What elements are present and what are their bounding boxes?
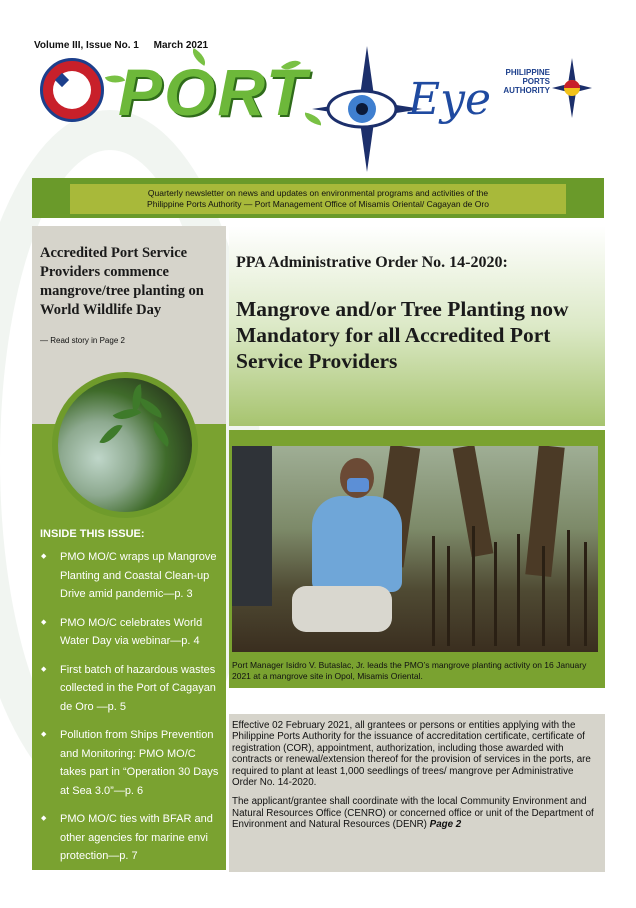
page-reference: Page 2 [429, 819, 462, 831]
toc-item: ◆ First batch of hazardous wastes collected in the Port of Cagayan de Oro —p. 5 [36, 661, 224, 717]
mangrove-seedling-photo [52, 372, 198, 518]
article-paragraph [232, 796, 600, 830]
ppa-compass-logo [552, 58, 592, 118]
article-headline: Mangrove and/or Tree Planting now Mandatory for all Accredited Port Service Providers [236, 297, 569, 373]
tagline-line1: Quarterly newsletter on news and updates on environmental programs and activities of the [147, 188, 489, 198]
sidebar-headline: Accredited Port Service Providers commence mangrove/tree planting on World Wildlife Day [40, 245, 204, 318]
toc-item: ◆ PMO MO/C celebrates World Water Day via webinar—p. 4 [36, 614, 224, 651]
issue-date: March 2021 [153, 40, 209, 51]
ppa-logo-text: PHILIPPINE PORTS AUTHORITY [503, 68, 550, 95]
article-paragraph-text: The applicant/grantee shall coordinate with the local Community Environment and Natural Resources Office (CENRO) or concerned office or unit of the Department of Environment and Natural Resources (DENR) [232, 796, 594, 831]
compass-eye-logo [312, 46, 422, 172]
tagline-line2: Philippine Ports Authority — Port Management Office of Misamis Oriental/ Cagayan de Oro [147, 199, 489, 209]
sidebar-read-more: — Read story in Page 2 [40, 336, 125, 345]
article-kicker: PPA Administrative Order No. 14-2020: [236, 254, 508, 271]
tagline [70, 184, 566, 214]
masthead-title-port: PORT [118, 55, 309, 129]
inside-this-issue-title: INSIDE THIS ISSUE: [40, 528, 145, 540]
toc-item: ◆ PMO MO/C wraps up Mangrove Planting and Coastal Clean-up Drive amid pandemic—p. 3 [36, 548, 224, 604]
mangrove-planting-photo [232, 446, 598, 652]
article-paragraph: Effective 02 February 2021, all grantees or persons or entities applying with the Philippine Ports Authority for the issuance of accreditation certificate, certificate of registration (COR), appointment, authorization, including those awarded with contracts or renewal/extension thereof for the provision of services in the ports, are required to plant at least 1,000 seedlings of trees/ mangrove per Administrative Order No. 14-2020. [232, 720, 591, 789]
toc-list [36, 548, 224, 876]
article-body [232, 720, 600, 839]
toc-item: ◆ Pollution from Ships Prevention and Monitoring: PMO MO/C takes part in “Operation 30 Days at Sea 3.0”—p. 6 [36, 726, 224, 800]
masthead-title-eye: Eye [408, 74, 492, 125]
photo-caption: Port Manager Isidro V. Butaslac, Jr. leads the PMO’s mangrove planting activity on 16 January 2021 at a mangrove site in Opol, Misamis Oriental. [232, 660, 587, 681]
dotr-seal-logo [40, 58, 104, 122]
volume-label: Volume III, Issue No. 1 [34, 40, 139, 51]
toc-item: ◆ PMO MO/C ties with BFAR and other agencies for marine envi protection—p. 7 [36, 810, 224, 866]
